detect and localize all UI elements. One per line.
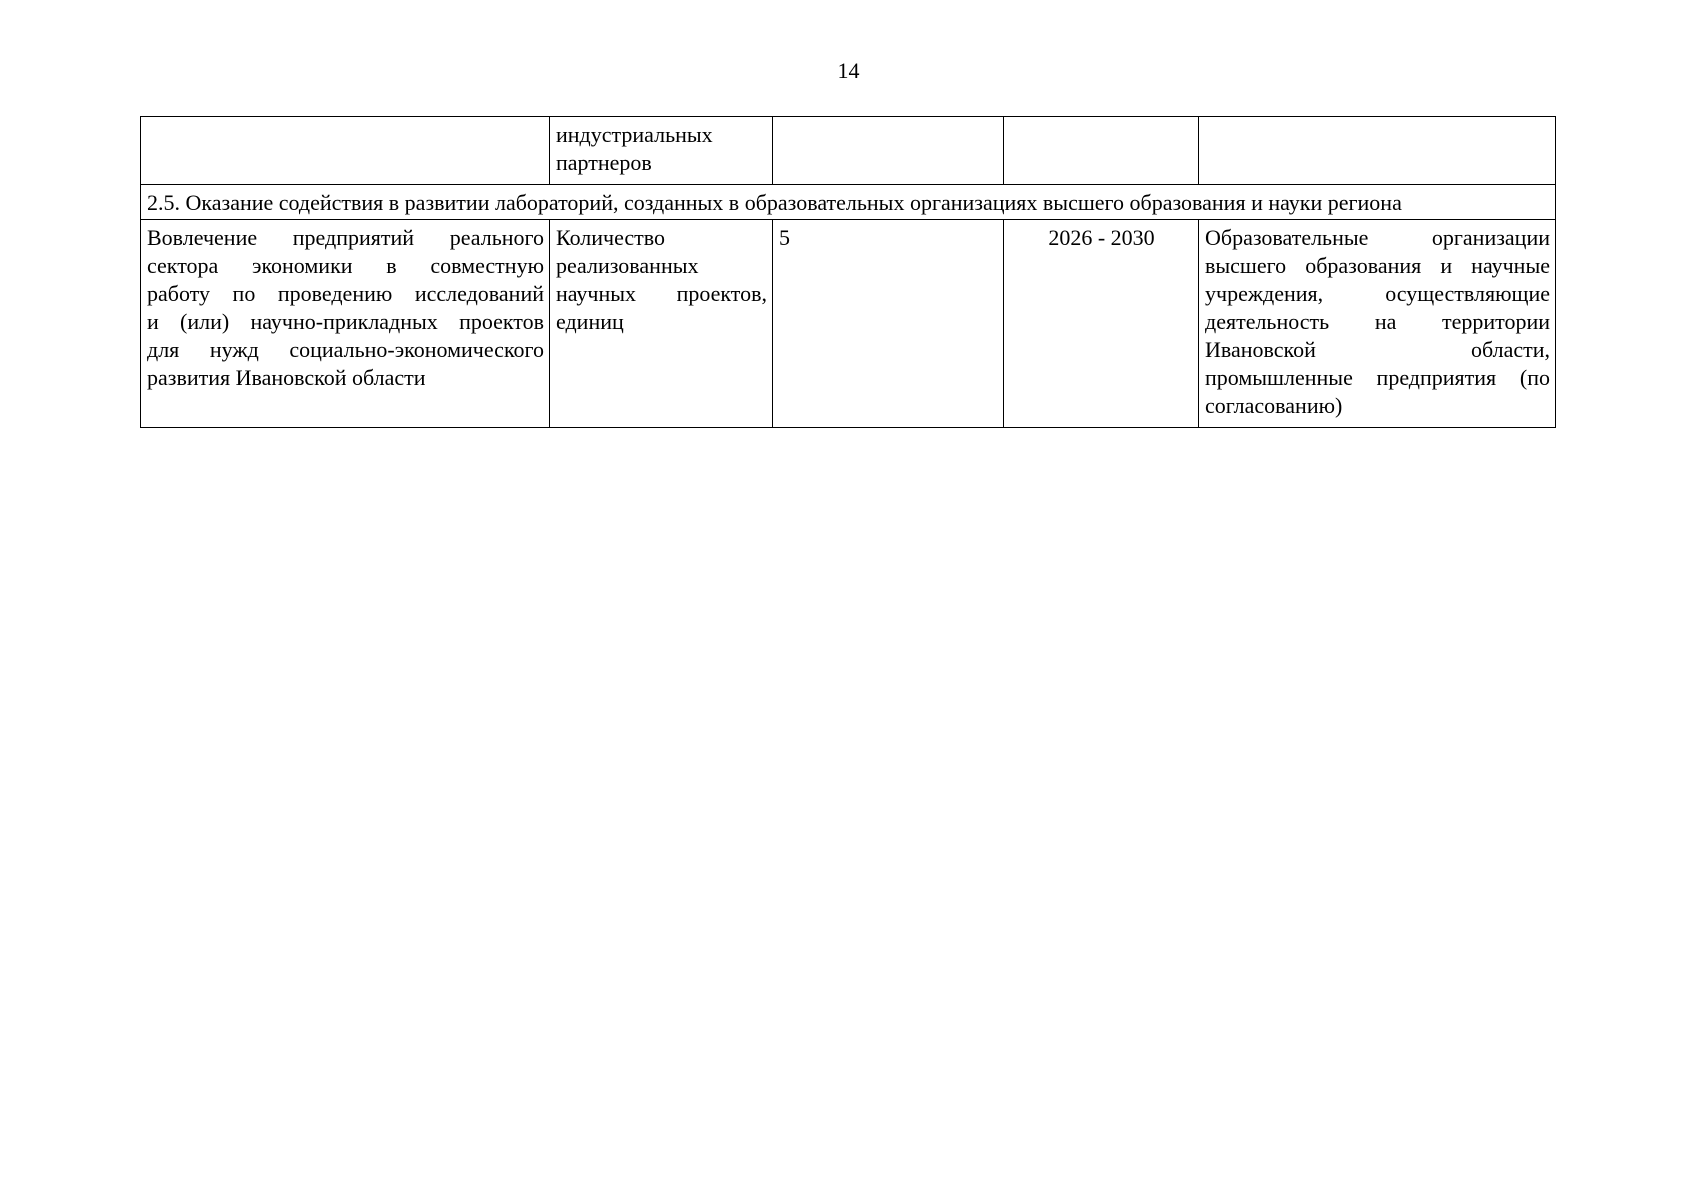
executors-line: деятельность на территории	[1205, 309, 1550, 334]
value-cell: 5	[773, 220, 1004, 428]
indicator-line: единиц	[556, 309, 624, 334]
executors-line: высшего образования и научные	[1205, 253, 1550, 278]
executors-line: согласованию)	[1205, 393, 1343, 418]
measures-table	[140, 116, 1556, 428]
executors-line: Образовательные организации	[1205, 225, 1550, 250]
period-cell-empty	[1004, 117, 1199, 185]
indicator-line: Количество	[556, 225, 666, 250]
measure-line: Вовлечение предприятий реального	[147, 225, 544, 250]
executors-cell	[1199, 220, 1556, 428]
page-number: 14	[837, 58, 860, 83]
continuation-row	[141, 117, 1556, 185]
value-cell-empty	[773, 117, 1004, 185]
measure-line: и (или) научно-прикладных проектов	[147, 309, 544, 334]
measure-cell-empty	[141, 117, 550, 185]
indicator-cell	[550, 220, 773, 428]
section-heading: 2.5. Оказание содействия в развитии лабораторий, созданных в образовательных организациях высшего образования и науки региона	[141, 185, 1556, 220]
indicator-cell-continued	[550, 117, 773, 185]
indicator-line: индустриальных	[556, 122, 713, 147]
measure-line: сектора экономики в совместную	[147, 253, 544, 278]
measure-line: развития Ивановской области	[147, 365, 426, 390]
measure-cell	[141, 220, 550, 428]
executors-cell-empty	[1199, 117, 1556, 185]
table-row	[141, 220, 1556, 428]
indicator-line: партнеров	[556, 150, 652, 175]
measure-line: работу по проведению исследований	[147, 281, 544, 306]
executors-line: Ивановской области,	[1205, 337, 1550, 362]
measure-line: для нужд социально-экономического	[147, 337, 544, 362]
executors-line: учреждения, осуществляющие	[1205, 281, 1550, 306]
period-cell: 2026 - 2030	[1004, 220, 1199, 428]
executors-line: промышленные предприятия (по	[1205, 365, 1550, 390]
indicator-line: реализованных	[556, 253, 699, 278]
indicator-line: научных проектов,	[556, 281, 767, 306]
section-heading-row	[141, 185, 1556, 220]
